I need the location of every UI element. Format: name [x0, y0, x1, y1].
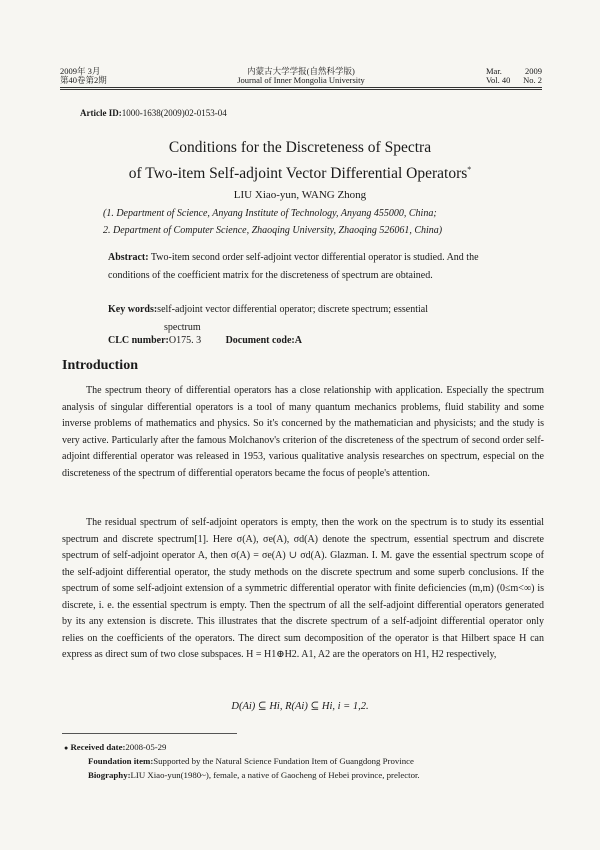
intro-paragraph-2: The residual spectrum of self-adjoint operators is empty, then the work on the spectrum is to study its essential spectrum and discrete spectrum[1]. Here σ(A), σe(A), σd(A) denote the spectrum, essential spectrum and discrete spectrum of self-adjoint operator A, then σ(A) = σe(A) ∪ σd(A). Glazman. I. M. gave the essential spectrum scope of the self-adjoint differential operator, the study methods on the discrete spectrum and some superb conclusions. If the spectrum of some self-adjoint extension of a symmetric differential operator with finite deficiencies (m,m) (0≤m<∞) is discrete, i. e. the essential spectrum is empty. Then the spectrum of all the self-adjoint differential operators generated by its any extension is discrete. This illustrates that the discrete spectrum of a self-adjoint differential operator only relies on the coefficients of the operators. The direct sum decomposition of the operator is that Hilbert space H can express as direct sum of two close subspaces. H = H1⊕H2. A1, A2 are the operators on H1, H2 respectively, — [62, 517, 544, 660]
received-value: 2008-05-29 — [125, 742, 167, 752]
header-rule-top — [60, 87, 542, 88]
keywords-text-cont: spectrum — [164, 322, 201, 333]
footnote-received — [64, 740, 166, 755]
article-id-value: 1000-1638(2009)02-0153-04 — [121, 108, 227, 118]
header-month: Mar. — [486, 66, 502, 76]
abstract-text: Two-item second order self-adjoint vector differential operator is studied. And the conditions of the coefficient matrix for the discreteness of spectrum are obtained. — [108, 252, 479, 281]
article-id-label: Article ID: — [80, 108, 122, 118]
display-formula: D(Ai) ⊆ Hi, R(Ai) ⊆ Hi, i = 1,2. — [231, 701, 369, 712]
header-vol: Vol. 40 — [486, 75, 511, 85]
header-journal — [60, 67, 542, 85]
footnote-biography — [88, 768, 420, 782]
authors: LIU Xiao-yun, WANG Zhong — [233, 189, 367, 201]
section-heading-introduction: Introduction — [62, 358, 138, 373]
header-right — [486, 67, 542, 85]
journal-name-cn: 内蒙古大学学报(自然科学版) — [247, 66, 355, 76]
footnote-rule — [62, 733, 237, 734]
intro-paragraph-1: The spectrum theory of differential operators has a close relationship with application. Especially the spectrum analysis of singular differential operators is a tool of many quantum mechanics problems, fluid stability and some inverse problems of mathematics and physics. So it's concerned by the mathematician and physicists; and the study is very active. Particularly after the famous Molchanov's criterion of the discreteness of the spectrum of second order self-adjoint differential operator was released in 1953, various qualitative analysis researches on spectrum, especial on the discreteness of the spectrum of differential operators became the focus of people's attention. — [62, 385, 544, 479]
journal-name-en: Journal of Inner Mongolia University — [237, 75, 365, 85]
abstract-label: Abstract: — [108, 252, 149, 263]
clc-value: O175. 3 — [168, 335, 202, 346]
affiliation-2: 2. Department of Computer Science, Zhaoqing University, Zhaoqing 526061, China) — [103, 225, 443, 236]
header-volume-cn: 第40卷第2期 — [60, 75, 107, 85]
header-no: No. 2 — [523, 75, 542, 85]
biography-value: LIU Xiao-yun(1980~), female, a native of Gaocheng of Hebei province, prelector. — [130, 770, 420, 780]
received-label: Received date: — [70, 742, 126, 752]
title-line-2: of Two-item Self-adjoint Vector Differential Operators — [128, 165, 468, 183]
title-line-1: Conditions for the Discreteness of Spectra — [168, 139, 432, 156]
abstract — [108, 249, 500, 285]
doc-code-label: Document code: — [225, 335, 295, 346]
keywords-label: Key words: — [108, 304, 158, 315]
article-id — [80, 108, 227, 118]
header-date: 2009年 3月 — [60, 66, 101, 76]
keywords-text: self-adjoint vector differential operator; discrete spectrum; essential — [157, 304, 428, 315]
header-rule-bottom — [60, 89, 542, 90]
clc-label: CLC number: — [108, 335, 169, 346]
doc-code-value: A — [294, 335, 302, 346]
footnote-bullet-icon: ● — [64, 744, 69, 752]
biography-label: Biography: — [88, 770, 131, 780]
keywords — [108, 301, 500, 337]
title-footnote-mark: * — [467, 165, 472, 174]
header-year: 2009 — [525, 66, 542, 76]
affiliation-1: (1. Department of Science, Anyang Institute of Technology, Anyang 455000, China; — [103, 208, 437, 219]
foundation-value: Supported by the Natural Science Fundation Item of Guangdong Province — [153, 756, 414, 766]
footnote-foundation — [88, 754, 414, 768]
foundation-label: Foundation item: — [88, 756, 154, 766]
classification — [108, 335, 302, 346]
paper-title — [0, 137, 600, 185]
